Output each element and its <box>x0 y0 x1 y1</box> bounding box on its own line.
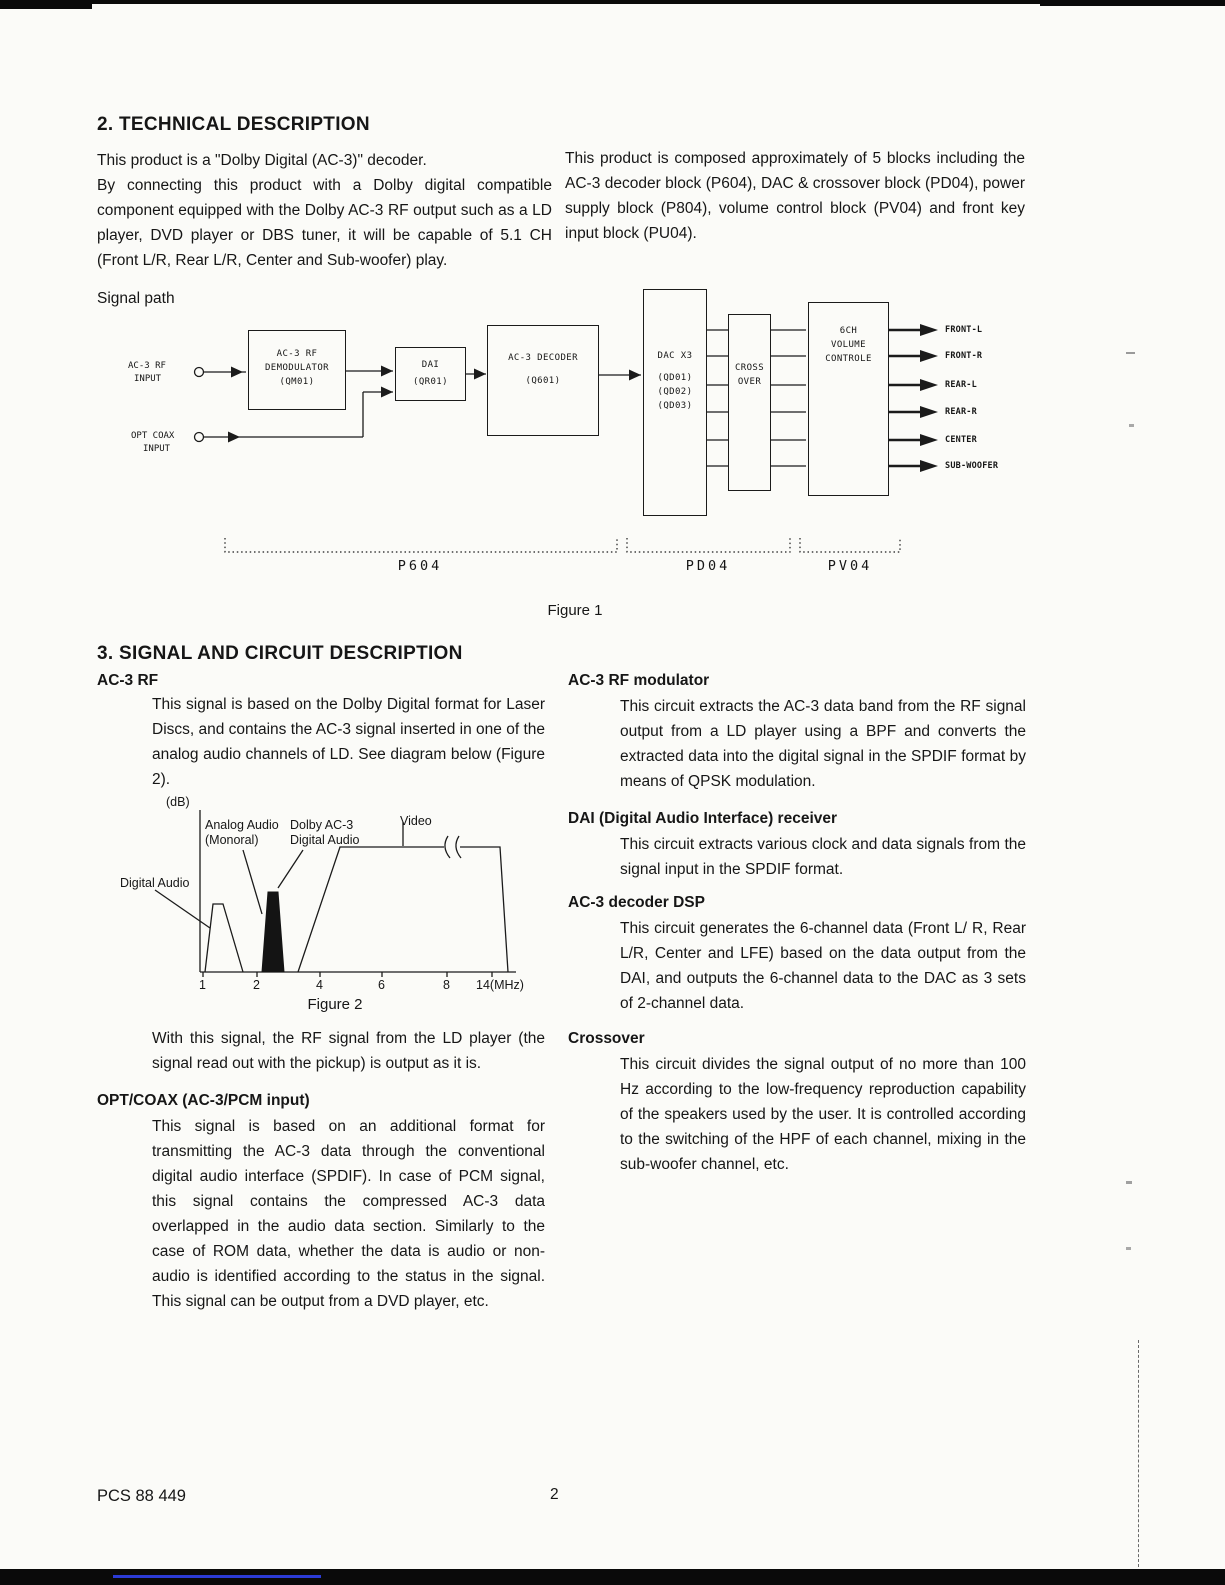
block-dai <box>395 347 466 401</box>
section-2-left-paragraph-2: By connecting this product with a Dolby digital compatible component equipped with the Dolby AC-3 RF output such as a LD player, DVD player or DBS tuner, it will be capable of 5.1 CH (Front L/R, Rear L/R, Center and Sub-woofer) play. <box>97 177 552 269</box>
figure2-tick-8: 8 <box>443 978 450 992</box>
figure2-analog-line2: (Monoral) <box>205 833 259 847</box>
opt-input-terminal <box>195 433 204 442</box>
block-label: 6CH <box>839 326 858 336</box>
figure2-dolby-label <box>290 818 360 848</box>
figure1-connections <box>0 280 1225 620</box>
figure2-tick-1: 1 <box>199 978 206 992</box>
block-label: (Q601) <box>525 376 561 386</box>
scan-edge-top-right <box>1040 0 1225 6</box>
block-label: (QD01) <box>657 373 693 383</box>
rf-modulator-heading: AC-3 RF modulator <box>568 672 710 689</box>
block-label: CONTROLE <box>825 354 872 364</box>
ac3-rf-heading: AC-3 RF <box>97 672 159 689</box>
section-2-heading: 2. TECHNICAL DESCRIPTION <box>97 114 370 135</box>
digital-audio-shape <box>205 904 243 972</box>
rf-modulator-body: This circuit extracts the AC-3 data band from the RF signal output from a LD player using a BPF and converts the extracted data into the digital signal in the SPDIF format by means of QPSK modulation. <box>620 698 1026 790</box>
output-label-sub-woofer: SUB-WOOFER <box>945 461 999 471</box>
section-2-right-paragraph: This product is composed approximately of 5 blocks including the AC-3 decoder block (P604), DAC & crossover block (PD04), power supply block (P804), volume control block (PV04) and front key input block (PU04). <box>565 150 1025 242</box>
crossover-heading: Crossover <box>568 1030 645 1047</box>
section-3-heading: 3. SIGNAL AND CIRCUIT DESCRIPTION <box>97 643 463 664</box>
opt-input-label-line2: INPUT <box>143 444 171 454</box>
figure2-dolby-line2: Digital Audio <box>290 833 360 847</box>
rf-input-label-line1: AC-3 RF <box>128 361 166 371</box>
block-ac3-rf-demodulator <box>248 330 346 410</box>
block-volume-control <box>808 302 889 496</box>
dai-receiver-heading: DAI (Digital Audio Interface) receiver <box>568 810 838 827</box>
output-label-rear-r: REAR-R <box>945 407 977 417</box>
block-label: CROSS <box>734 363 765 373</box>
video-shape-left <box>298 847 444 972</box>
video-shape-right <box>460 847 508 972</box>
with-this-signal-paragraph: With this signal, the RF signal from the LD player (the signal read out with the pickup) is output as it is. <box>152 1030 545 1072</box>
block-label: OVER <box>737 377 762 387</box>
break-mark <box>445 836 450 858</box>
crossover-body: This circuit divides the signal output of no more than 100 Hz according to the low-frequency reproduction capability of the speakers used by the user. It is controlled according to the switching of the HPF of each channel, mixing in the sub-woofer channel, etc. <box>620 1056 1026 1173</box>
opt-input-label-line1: OPT COAX <box>131 431 175 441</box>
board-brackets <box>225 538 900 552</box>
ac3-rf-body: This signal is based on the Dolby Digital format for Laser Discs, and contains the AC-3 signal inserted in one of the analog audio channels of LD. See diagram below (Figure 2). <box>152 696 545 788</box>
block-label: VOLUME <box>831 340 866 350</box>
figure2-digital-label: Digital Audio <box>120 876 190 890</box>
block-label: (QM01) <box>279 377 315 387</box>
rf-input-label-line2: INPUT <box>134 374 162 384</box>
scan-blue-line <box>113 1575 321 1578</box>
output-label-rear-l: REAR-L <box>945 380 977 390</box>
footer-doc-code: PCS 88 449 <box>97 1487 186 1505</box>
output-label-center: CENTER <box>945 435 977 445</box>
figure2-tick-4: 4 <box>316 978 323 992</box>
analog-audio-leader <box>243 850 262 914</box>
optcoax-heading: OPT/COAX (AC-3/PCM input) <box>97 1092 310 1109</box>
block-label: AC-3 RF <box>276 349 318 359</box>
block-label: (QD03) <box>657 401 693 411</box>
scan-edge-top-left <box>0 0 92 9</box>
section-2-left-paragraph-1: This product is a "Dolby Digital (AC-3)" decoder. <box>97 152 427 169</box>
figure2-analog-label <box>205 818 279 848</box>
board-label-pd04: PD04 <box>685 558 731 574</box>
block-dac <box>643 289 707 516</box>
block-label: (QR01) <box>413 377 448 387</box>
block-label: DAI <box>421 360 440 370</box>
optcoax-body: This signal is based on an additional format for transmitting the AC-3 data through the conventional digital audio interface (SPDIF). In case of PCM signal, this signal contains the compressed AC-3 data overlapped in the audio data section. Similarly to the case of ROM data, whether the data is audio or non-audio is identified according to the status in the signal. This signal can be output from a DVD player, etc. <box>152 1118 545 1310</box>
digital-audio-leader <box>155 890 210 928</box>
figure2-ylabel: (dB) <box>166 795 190 809</box>
figure2-tick-14mhz: 14(MHz) <box>476 978 524 992</box>
block-label: DAC X3 <box>657 351 693 361</box>
figure2-tick-2: 2 <box>253 978 260 992</box>
dolby-leader <box>278 850 303 888</box>
board-label-p604: P604 <box>397 558 443 574</box>
figure1-title: Signal path <box>97 290 175 307</box>
block-label: (QD02) <box>657 387 693 397</box>
block-crossover <box>728 314 771 491</box>
block-ac3-decoder <box>487 325 599 436</box>
decoder-dsp-heading: AC-3 decoder DSP <box>568 894 705 911</box>
figure2-dolby-line1: Dolby AC-3 <box>290 818 354 832</box>
output-label-front-l: FRONT-L <box>945 325 983 335</box>
figure2-tick-6: 6 <box>378 978 385 992</box>
figure2-caption: Figure 2 <box>307 996 363 1013</box>
output-label-front-r: FRONT-R <box>945 351 983 361</box>
figure2-analog-line1: Analog Audio <box>205 818 279 832</box>
block-label: AC-3 DECODER <box>508 353 578 363</box>
scan-edge-right-dashes <box>1138 1340 1139 1572</box>
decoder-dsp-body: This circuit generates the 6-channel data (Front L/ R, Rear L/R, Center and LFE) based on the data output from the DAI, and outputs the 6-channel data to the DAC as 3 sets of 2-channel data. <box>620 920 1026 1012</box>
scan-speck <box>1126 1247 1131 1250</box>
dai-receiver-body: This circuit extracts various clock and data signals from the signal input in the SPDIF format. <box>620 836 1026 878</box>
block-label: DEMODULATOR <box>264 363 329 373</box>
scan-speck <box>1126 1181 1132 1184</box>
rf-input-terminal <box>195 368 204 377</box>
figure2-video-label: Video <box>400 814 432 828</box>
dolby-ac3-shape <box>262 892 284 972</box>
footer-page-number: 2 <box>550 1486 559 1503</box>
board-label-pv04: PV04 <box>827 558 873 574</box>
figure1-caption: Figure 1 <box>547 602 603 619</box>
